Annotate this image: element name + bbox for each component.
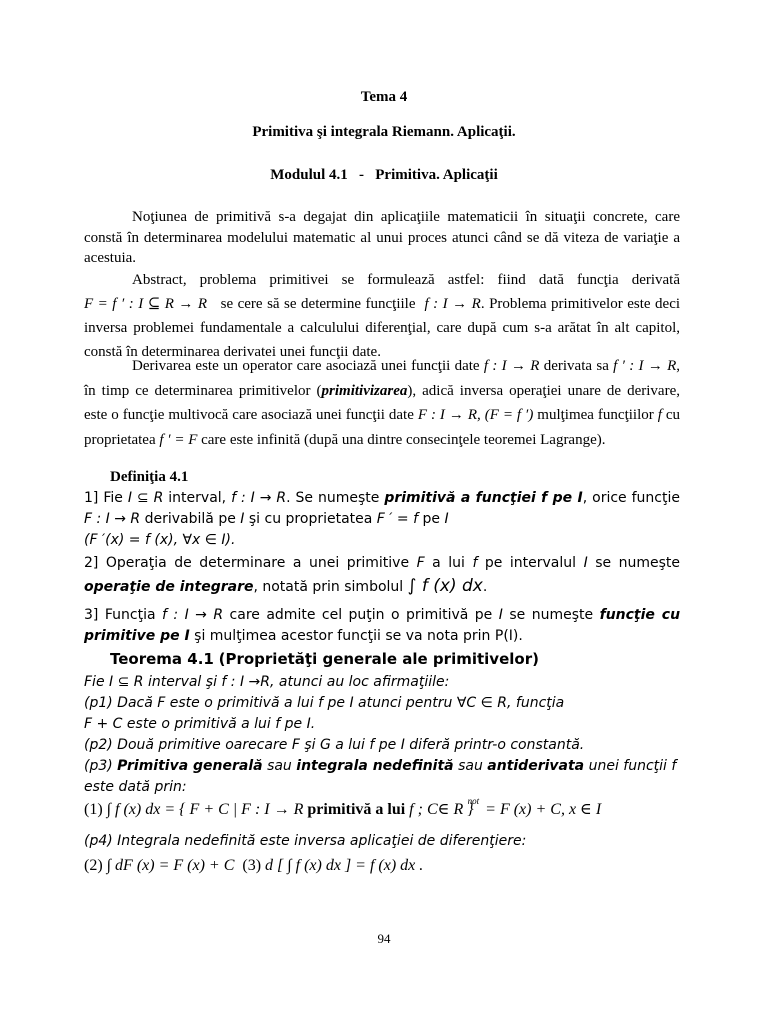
integral-symbol: ∫ f (x) dx [407, 576, 483, 596]
equation-2: ∫ dF (x) = F (x) + C [106, 857, 235, 874]
theorem-body [84, 672, 680, 798]
term-primitiva-functiei: primitivă a funcţiei f pe I [384, 490, 583, 506]
formula-F-derivative: F = f ′ : I ⊆ R → R [84, 296, 208, 312]
chapter-title: Tema 4 [360, 89, 408, 105]
definition-title: Definiţia 4.1 [110, 469, 189, 485]
formula-f-prime: f ′ : I → R [613, 358, 677, 374]
page-number: 94 [377, 931, 391, 946]
term-primitivizarea: primitivizarea [321, 382, 408, 399]
definition-item-3: 3] Funcţia f : I → R care admite cel puţin o primitivă pe I se numeşte funcţie cu primitive pe I şi mulţimea acestor funcţii se va nota prin P(I). [84, 607, 681, 644]
theorem-intro: Fie I ⊆ R interval şi f : I →R, atunci au loc afirmaţiile: [84, 674, 450, 690]
equation-1: (1) ∫ f (x) dx = { F + C | F : I → R primitivă a lui f ; C∈ R }$^{not}$ = F (x) + C, x ∈ I [84, 796, 602, 818]
module-dash: - [359, 167, 365, 183]
definition-item-1: 1] Fie I ⊆ R interval, f : I → R. Se numeşte primitivă a funcţiei f pe I, orice funcţie F : I → R derivabilă pe I şi cu proprietatea F ′ = f pe I (F ′(x) = f (x), ∀x ∈ I). [84, 490, 680, 548]
theorem-title: Teorema 4.1 (Proprietăţi generale ale primitivelor) [110, 650, 539, 668]
paragraph-derivation: Derivarea este un operator care asociază unei funcţii date f : I → R derivata sa f ′ : I → R, în timp ce determinarea primitivelor (primitivizarea), adică inversa operaţiei unare de derivare, este o funcţie multivocă care asociază unei funcţii date F : I → R, (F = f ′) mulţimea funcţiilor f cu proprietatea f ′ = F care este infinită (după una dintre consecinţele teoremei Lagrange). [84, 358, 681, 448]
property-p1: (p1) Dacă F este o primitivă a lui f pe I atunci pentru ∀C ∈ R, funcţia [84, 695, 565, 711]
formula-f-given: f : I → R [483, 358, 540, 374]
paragraph-abstract: Abstract, problema primitivei se formulează astfel: fiind dată funcţia derivată F = f ′ : I ⊆ R → R se cere să se determine funcţiile f : I → R. Problema primitivelor este deci inversa problemei fundamentale a calculului diferenţial, care după cum s-a arătat în alt capitol, constă în determinarea derivatei unei funcţii date. [84, 272, 681, 360]
property-p1-cont: F + C este o primitivă a lui f pe I. [84, 716, 316, 732]
module-label: Modulul 4.1 [270, 167, 348, 183]
term-functie-cu-primitive: funcţie cu primitive pe I [84, 607, 681, 644]
property-p4: (p4) Integrala nedefinită este inversa aplicaţiei de diferenţiere: [84, 833, 527, 849]
module-heading [0, 167, 768, 184]
property-p2: (p2) Două primitive oarecare F şi G a lui f pe I diferă printr-o constantă. [84, 737, 585, 753]
equation-3: d [ ∫ f (x) dx ] = f (x) dx . [265, 857, 424, 874]
definition-item-2: 2] Operaţia de determinare a unei primitive F a lui f pe intervalul I se numeşte operaţie de integrare, notată prin simbolul ∫ f (x) dx. [84, 555, 681, 596]
equations-2-3: (2) ∫ dF (x) = F (x) + C (3) d [ ∫ f (x) dx ] = f (x) dx . [84, 857, 424, 874]
module-title: Primitiva. Aplicaţii [375, 167, 498, 183]
chapter-subtitle: Primitiva şi integrala Riemann. Aplicaţii. [252, 124, 516, 140]
term-operatie-integrare: operaţie de integrare [84, 579, 254, 595]
formula-F-eq-fprime: F : I → R, (F = f ′) [417, 407, 534, 423]
paragraph-intro: Noţiunea de primitivă s-a degajat din aplicaţiile matematicii în situaţii concrete, care constă în determinarea modelului matematic al unui proces atunci când se dă viteza de variaţie a acestuia. [84, 209, 680, 266]
formula-f-function: f : I → R [424, 296, 481, 312]
formula-fprime-eq-F: f ′ = F [159, 431, 198, 448]
property-p3: (p3) Primitiva generală sau integrala nedefinită sau antiderivata unei funcţii f este dată prin: [84, 758, 677, 795]
